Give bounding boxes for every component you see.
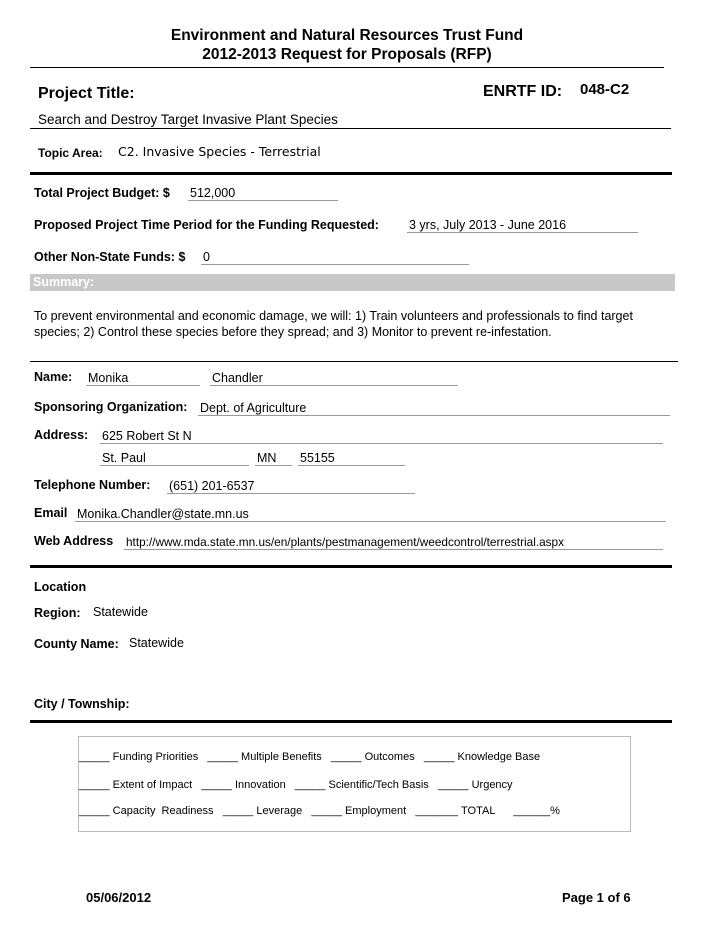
first-name-value: Monika [86, 371, 200, 386]
county-label: County Name: [34, 637, 119, 651]
footer-date: 05/06/2012 [86, 890, 152, 905]
summary-line-1: To prevent environmental and economic damage, we will: 1) Train volunteers and professionals to find target [34, 309, 633, 323]
topic-area-label: Topic Area: [38, 146, 103, 160]
summary-line-2: species; 2) Control these species before they spread; and 3) Monitor to prevent re-infestation. [34, 325, 552, 339]
email-value: Monika.Chandler@state.mn.us [75, 507, 666, 522]
region-label: Region: [34, 606, 81, 620]
section-divider-1 [30, 172, 672, 175]
sponsoring-org-label: Sponsoring Organization: [34, 400, 188, 414]
region-value: Statewide [93, 605, 148, 619]
footer-page-number: Page 1 of 6 [562, 890, 631, 905]
header-line-2: 2012-2013 Request for Proposals (RFP) [202, 46, 492, 63]
address-label: Address: [34, 428, 89, 442]
section-divider-2 [30, 361, 678, 362]
project-title-value: Search and Destroy Target Invasive Plant Species [38, 112, 338, 127]
last-name-value: Chandler [210, 371, 458, 386]
enrtf-id-value: 048-C2 [580, 81, 630, 98]
email-label: Email [34, 506, 68, 520]
web-address-value: http://www.mda.state.mn.us/en/plants/pestmanagement/weedcontrol/terrestrial.aspx [124, 535, 663, 550]
enrtf-id-label: ENRTF ID: [483, 83, 563, 100]
total-budget-label: Total Project Budget: $ [34, 186, 170, 200]
location-heading: Location [34, 580, 87, 594]
non-state-funds-label: Other Non-State Funds: $ [34, 250, 186, 264]
project-title-label: Project Title: [38, 85, 135, 102]
web-address-label: Web Address [34, 534, 114, 548]
scoring-box [78, 736, 631, 832]
scoring-row-2: _____ Extent of Impact _____ Innovation _____ Scientific/Tech Basis _____ Urgency [79, 779, 513, 791]
telephone-value: (651) 201-6537 [167, 479, 415, 494]
summary-header: Summary: [30, 274, 675, 291]
project-title-divider [30, 128, 671, 129]
scoring-row-1: _____ Funding Priorities _____ Multiple Benefits _____ Outcomes _____ Knowledge Base [79, 751, 541, 763]
scoring-row-3: _____ Capacity Readiness _____ Leverage _____ Employment _______ TOTAL ______% [79, 805, 560, 817]
time-period-label: Proposed Project Time Period for the Funding Requested: [34, 218, 379, 232]
county-value: Statewide [129, 636, 184, 650]
header-divider [30, 67, 664, 68]
topic-area-value: C2. Invasive Species - Terrestrial [118, 144, 321, 159]
zip-value: 55155 [298, 451, 405, 466]
section-divider-3 [30, 565, 672, 568]
summary-text [34, 308, 674, 340]
header-line-1: Environment and Natural Resources Trust Fund [170, 27, 524, 44]
telephone-label: Telephone Number: [34, 478, 151, 492]
name-label: Name: [34, 370, 73, 384]
city-value: St. Paul [100, 451, 249, 466]
time-period-value: 3 yrs, July 2013 - June 2016 [407, 218, 638, 233]
state-value: MN [255, 451, 292, 466]
street-value: 625 Robert St N [100, 429, 663, 444]
sponsoring-org-value: Dept. of Agriculture [198, 401, 670, 416]
city-township-label: City / Township: [34, 697, 130, 711]
non-state-funds-value: 0 [201, 250, 469, 265]
total-budget-value: 512,000 [188, 186, 338, 201]
section-divider-4 [30, 720, 672, 723]
